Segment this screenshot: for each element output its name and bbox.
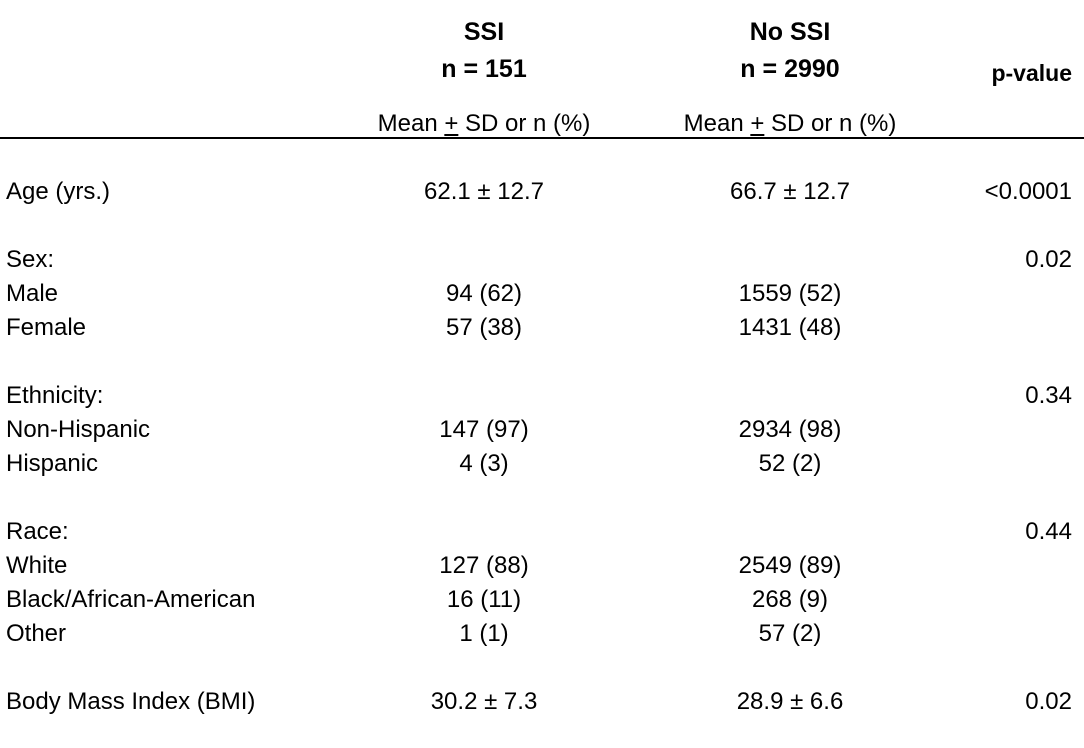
header-nossi-stat [684, 112, 897, 136]
header-ssi-title: SSI [463, 18, 505, 46]
row-ssi-value: 16 (11) [446, 586, 522, 613]
row-ssi-value: 57 (38) [445, 314, 523, 341]
row-label: Age (yrs.) [6, 178, 111, 205]
row-nossi-value: 66.7 ± 12.7 [730, 178, 850, 205]
row-pvalue: <0.0001 [984, 178, 1072, 205]
row-pvalue: 0.34 [1025, 382, 1072, 409]
row-label: Race: [6, 518, 69, 545]
stat-plus-minus: + [750, 110, 765, 137]
row-label: Other [6, 620, 67, 647]
row-ssi-value: 94 (62) [445, 280, 523, 307]
header-divider [0, 137, 1084, 139]
row-ssi-value: 127 (88) [439, 552, 529, 579]
row-label: Male [6, 280, 59, 307]
row-label: Ethnicity: [6, 382, 104, 409]
row-label: Black/African-American [6, 586, 256, 613]
stat-suffix: SD or n (%) [458, 110, 591, 137]
row-pvalue: 0.44 [1025, 518, 1072, 545]
stat-plus-minus: + [444, 110, 459, 137]
header-nossi-n: n = 2990 [740, 55, 840, 83]
row-label: Hispanic [6, 450, 99, 477]
row-nossi-value: 268 (9) [751, 586, 829, 613]
row-ssi-value: 4 (3) [459, 450, 509, 477]
row-label: Female [6, 314, 87, 341]
row-nossi-value: 57 (2) [758, 620, 822, 647]
row-pvalue: 0.02 [1025, 688, 1072, 715]
row-nossi-value: 2934 (98) [738, 416, 842, 443]
row-label: White [6, 552, 68, 579]
row-pvalue: 0.02 [1025, 246, 1072, 273]
stat-prefix: Mean [377, 110, 445, 137]
stat-suffix: SD or n (%) [764, 110, 897, 137]
header-nossi-title: No SSI [749, 18, 831, 46]
row-ssi-value: 1 (1) [459, 620, 509, 647]
header-ssi-stat [378, 112, 591, 136]
row-nossi-value: 1431 (48) [738, 314, 842, 341]
row-label: Body Mass Index (BMI) [6, 688, 256, 715]
row-nossi-value: 52 (2) [758, 450, 822, 477]
row-nossi-value: 28.9 ± 6.6 [736, 688, 844, 715]
row-ssi-value: 30.2 ± 7.3 [430, 688, 538, 715]
row-nossi-value: 1559 (52) [738, 280, 842, 307]
row-nossi-value: 2549 (89) [738, 552, 842, 579]
row-label: Non-Hispanic [6, 416, 151, 443]
header-ssi-n: n = 151 [441, 55, 527, 83]
stat-prefix: Mean [683, 110, 751, 137]
header-pvalue: p-value [991, 60, 1072, 86]
row-ssi-value: 147 (97) [439, 416, 529, 443]
row-label: Sex: [6, 246, 55, 273]
row-ssi-value: 62.1 ± 12.7 [424, 178, 544, 205]
